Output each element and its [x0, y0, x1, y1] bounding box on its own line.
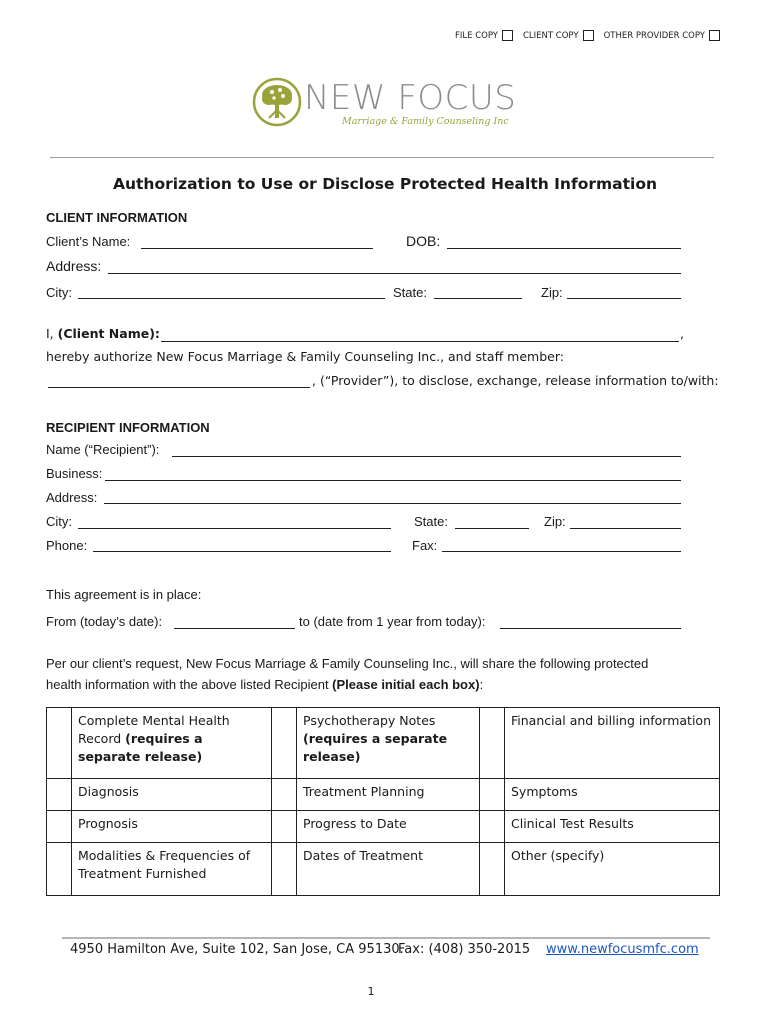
copy-type-bar — [455, 30, 720, 41]
item-cell — [72, 708, 272, 779]
item-text: Complete Mental Health Record — [78, 713, 230, 746]
item-note: (requires a separate release) — [78, 731, 203, 764]
staff-member-field[interactable] — [48, 386, 310, 388]
dob-label: DOB: — [406, 233, 441, 249]
recipient-name-field[interactable] — [172, 455, 681, 457]
recipient-state-label: State: — [414, 514, 448, 529]
share-statement-line2 — [46, 677, 483, 692]
fax-label: Fax: — [412, 538, 438, 553]
other-provider-copy-checkbox[interactable] — [709, 30, 720, 41]
table-row — [47, 843, 720, 896]
authorization-line3: , (“Provider”), to disclose, exchange, release information to/with: — [312, 373, 719, 388]
item-cell: Prognosis — [72, 811, 272, 843]
release-items-table — [46, 707, 720, 896]
dob-field[interactable] — [447, 247, 681, 249]
recipient-name-label: Name (“Recipient”): — [46, 442, 160, 457]
recipient-city-field[interactable] — [78, 527, 391, 529]
from-date-field[interactable] — [174, 627, 295, 629]
share-text: health information with the above listed Recipient — [46, 677, 333, 692]
comma: , — [680, 326, 684, 341]
item-cell: Treatment Planning — [297, 779, 480, 811]
recipient-zip-field[interactable] — [570, 527, 681, 529]
recipient-info-heading: RECIPIENT INFORMATION — [46, 420, 210, 435]
initial-box[interactable] — [480, 779, 505, 811]
initial-box[interactable] — [480, 708, 505, 779]
logo-tagline: Marriage & Family Counseling Inc — [342, 116, 509, 127]
client-city-field[interactable] — [78, 297, 385, 299]
initial-box[interactable] — [272, 708, 297, 779]
recipient-zip-label: Zip: — [544, 514, 566, 529]
header-divider — [50, 157, 714, 158]
recipient-address-field[interactable] — [104, 502, 681, 504]
initial-instruction: (Please initial each box) — [332, 677, 480, 692]
client-state-label: State: — [393, 285, 427, 300]
from-date-label: From (today’s date): — [46, 614, 163, 629]
file-copy-checkbox[interactable] — [502, 30, 513, 41]
tree-logo-icon — [252, 76, 302, 128]
footer-fax: Fax: (408) 350-2015 — [398, 942, 531, 957]
item-text: Psychotherapy Notes — [303, 713, 436, 728]
client-address-label: Address: — [46, 258, 102, 274]
website-link[interactable]: www.newfocusmfc.com — [546, 942, 699, 957]
initial-box[interactable] — [272, 843, 297, 896]
to-date-field[interactable] — [500, 627, 681, 629]
item-cell: Other (specify) — [505, 843, 720, 896]
initial-box[interactable] — [480, 843, 505, 896]
business-label: Business: — [46, 466, 103, 481]
other-provider-copy-label: OTHER PROVIDER COPY — [603, 30, 705, 41]
item-note: (requires a separate release) — [303, 731, 448, 764]
authorizing-client-name-field[interactable] — [161, 340, 679, 342]
client-zip-label: Zip: — [541, 285, 563, 300]
table-row — [47, 708, 720, 779]
initial-box[interactable] — [272, 811, 297, 843]
authorization-line1 — [46, 326, 160, 341]
item-cell: Diagnosis — [72, 779, 272, 811]
logo-name: NEW FOCUS — [304, 78, 517, 118]
client-city-label: City: — [46, 285, 72, 300]
client-copy-label: CLIENT COPY — [523, 30, 579, 41]
recipient-state-field[interactable] — [455, 527, 529, 529]
item-cell: Symptoms — [505, 779, 720, 811]
client-copy-checkbox[interactable] — [583, 30, 594, 41]
page-number: 1 — [367, 985, 375, 998]
share-statement-line1: Per our client’s request, New Focus Marriage & Family Counseling Inc., will share the following protected — [46, 656, 649, 671]
recipient-address-label: Address: — [46, 490, 98, 505]
initial-box[interactable] — [272, 779, 297, 811]
client-zip-field[interactable] — [567, 297, 681, 299]
file-copy-label: FILE COPY — [455, 30, 498, 41]
initial-box[interactable] — [47, 708, 72, 779]
client-address-field[interactable] — [108, 272, 681, 274]
client-name-bold-label: (Client Name): — [57, 326, 160, 341]
client-info-heading: CLIENT INFORMATION — [46, 210, 188, 225]
recipient-city-label: City: — [46, 514, 72, 529]
agreement-intro: This agreement is in place: — [46, 587, 202, 602]
initial-box[interactable] — [47, 779, 72, 811]
table-row — [47, 779, 720, 811]
initial-box[interactable] — [480, 811, 505, 843]
item-cell — [505, 708, 720, 779]
item-cell: Modalities & Frequencies of Treatment Furnished — [72, 843, 272, 896]
client-name-label: Client’s Name: — [46, 234, 131, 249]
authorization-line2: hereby authorize New Focus Marriage & Family Counseling Inc., and staff member: — [46, 349, 564, 364]
phone-field[interactable] — [93, 550, 391, 552]
client-state-field[interactable] — [434, 297, 522, 299]
table-row — [47, 811, 720, 843]
authorization-prefix: I, — [46, 326, 58, 341]
footer-divider — [62, 937, 710, 939]
item-cell: Progress to Date — [297, 811, 480, 843]
client-name-field[interactable] — [141, 247, 373, 249]
item-cell: Dates of Treatment — [297, 843, 480, 896]
business-field[interactable] — [105, 479, 681, 481]
initial-box[interactable] — [47, 843, 72, 896]
initial-box[interactable] — [47, 811, 72, 843]
to-date-label: to (date from 1 year from today): — [299, 614, 486, 629]
item-cell: Clinical Test Results — [505, 811, 720, 843]
phone-label: Phone: — [46, 538, 88, 553]
footer-address: 4950 Hamilton Ave, Suite 102, San Jose, CA 95130. — [70, 942, 404, 957]
share-colon: : — [479, 677, 484, 692]
item-cell — [297, 708, 480, 779]
page-title: Authorization to Use or Disclose Protected Health Information — [112, 175, 658, 193]
item-text: Financial and billing information — [511, 713, 711, 728]
fax-field[interactable] — [442, 550, 681, 552]
